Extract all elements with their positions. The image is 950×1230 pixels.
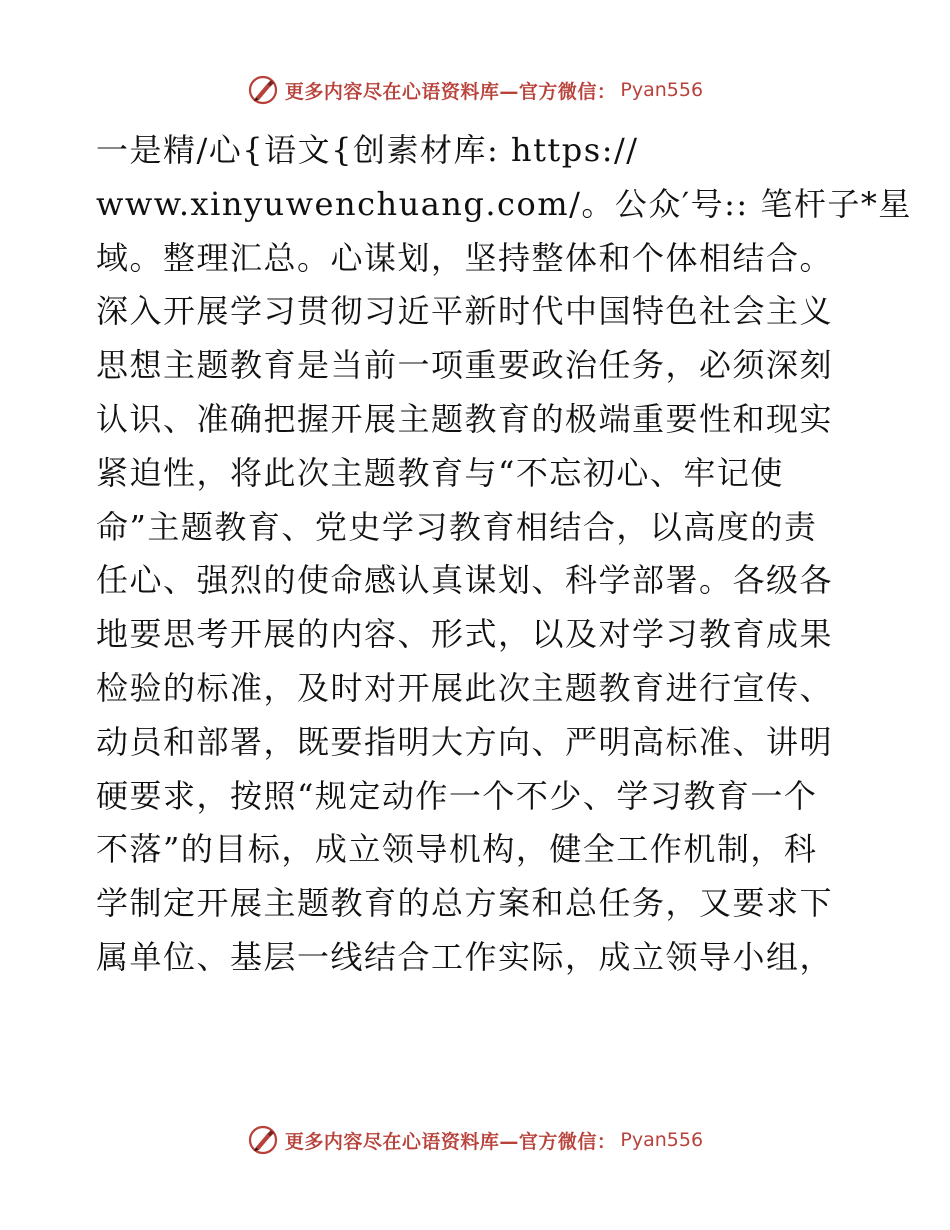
- body-line: 学制定开展主题教育的总方案和总任务，又要求下: [96, 884, 834, 923]
- body-line: 思想主题教育是当前一项重要政治任务，必须深刻: [96, 346, 834, 385]
- body-line: www.xinyuwenchuang.com/。公众′号:: 笔杆子*星: [96, 184, 912, 223]
- body-line: 地要思考开展的内容、形式，以及对学习教育成果: [96, 615, 834, 654]
- body-line: 认识、准确把握开展主题教育的极端重要性和现实: [96, 399, 834, 438]
- pen-logo-icon: [247, 1124, 279, 1156]
- body-line: 属单位、基层一线结合工作实际，成立领导小组，: [96, 937, 834, 976]
- footer-banner-text: 更多内容尽在心语资料库—官方微信：: [284, 1130, 617, 1153]
- footer-banner: [0, 1120, 950, 1160]
- body-line: 命”主题教育、党史学习教育相结合，以高度的责: [96, 507, 818, 546]
- body-line: 域。整理汇总。心谋划，坚持整体和个体相结合。: [96, 238, 834, 277]
- header-banner-text: 更多内容尽在心语资料库—官方微信：: [284, 80, 617, 103]
- body-line: 不落”的目标，成立领导机构，健全工作机制，科: [96, 830, 818, 869]
- header-banner-account: Pyan556: [620, 79, 704, 101]
- body-line: 深入开展学习贯彻习近平新时代中国特色社会主义: [96, 292, 834, 331]
- body-line: 任心、强烈的使命感认真谋划、科学部署。各级各: [96, 561, 834, 600]
- body-line: 紧迫性，将此次主题教育与“不忘初心、牢记使: [96, 453, 784, 492]
- document-body: [96, 124, 912, 985]
- header-banner: [0, 70, 950, 110]
- body-line: 检验的标准，及时对开展此次主题教育进行宣传、: [96, 668, 834, 707]
- pen-logo-icon: [247, 74, 279, 106]
- body-line: 一是精/心{语文{创素材库: https://: [96, 131, 639, 169]
- body-line: 动员和部署，既要指明大方向、严明高标准、讲明: [96, 722, 834, 761]
- body-line: 硬要求，按照“规定动作一个不少、学习教育一个: [96, 776, 818, 815]
- footer-banner-account: Pyan556: [620, 1129, 704, 1151]
